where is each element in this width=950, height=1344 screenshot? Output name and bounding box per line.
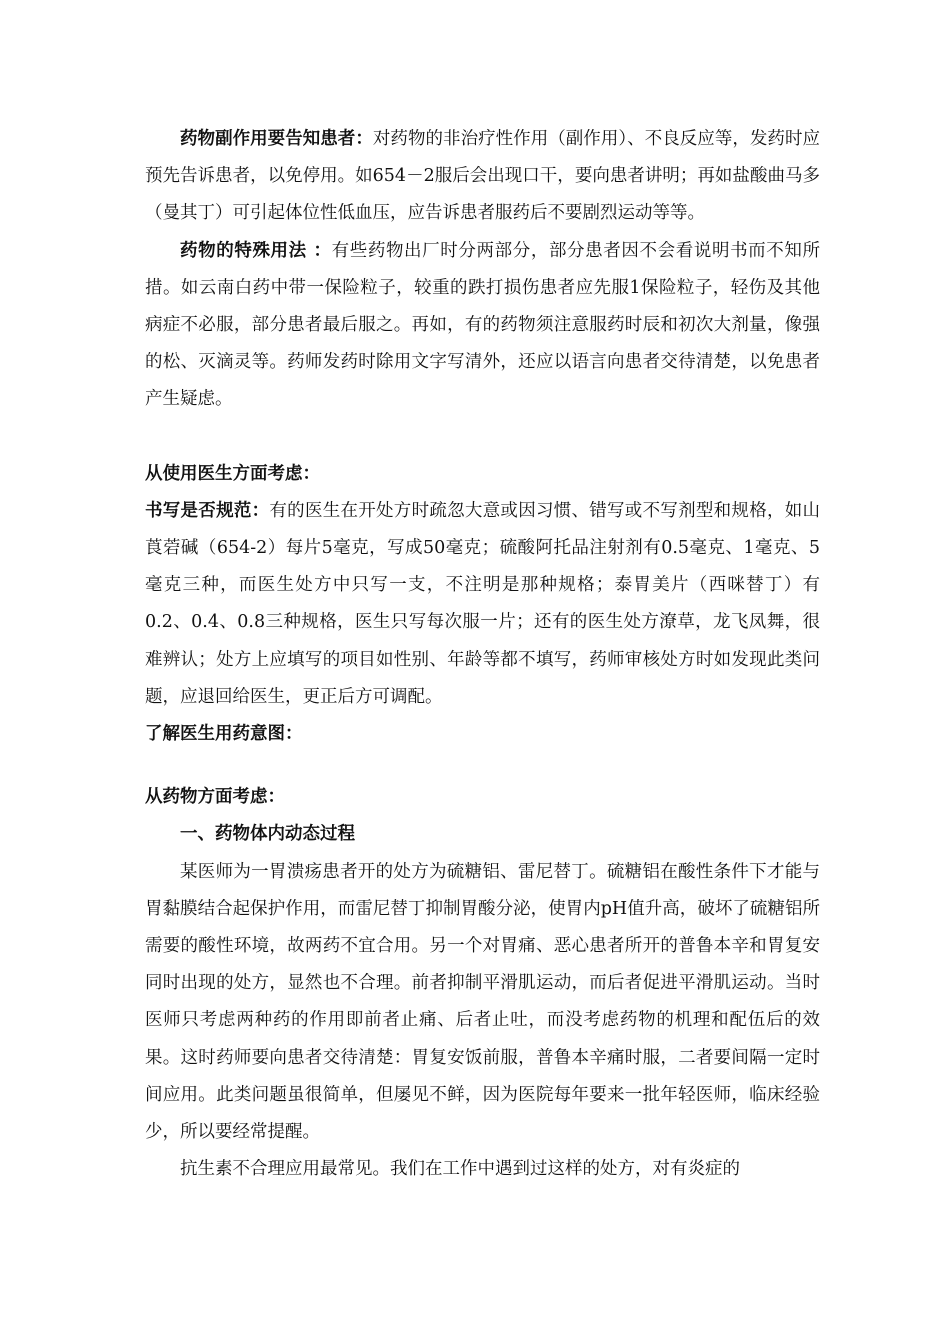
paragraph-text: 有些药物出厂时分两部分，部分患者因不会看说明书而不知所措。如云南白药中带一保险粒子，较重的跌打损伤患者应先服1保险粒子，轻伤及其他病症不必服，部分患者最后服之。再如，有的药物须注意服药时辰和初次大剂量，像强的松、灭滴灵等。药师发药时除用文字写清外，还应以语言向患者交待清楚，以免患者产生疑虑。 xyxy=(145,240,821,410)
paragraph-text: 对药物的非治疗性作用（副作用）、不良反应等，发药时应预先告诉患者，以免停用。如654－2服后会出现口干，要向患者讲明；再如盐酸曲马多（曼其丁）可引起体位性低血压，应告诉患者服药后不要剧烈运动等等。 xyxy=(145,129,821,224)
paragraph-lead: 药物的特殊用法 ： xyxy=(180,240,332,261)
blank-line xyxy=(145,419,820,456)
section-heading-doctor: 从使用医生方面考虑： xyxy=(145,463,320,484)
paragraph-lead: 药物副作用要告知患者： xyxy=(180,129,373,149)
paragraph-lead: 书写是否规范： xyxy=(145,500,270,521)
heading-doctor-intent: 了解医生用药意图： xyxy=(145,724,303,745)
paragraph-prescription-writing xyxy=(145,493,820,716)
blank-line xyxy=(145,753,820,779)
paragraph-case-study: 某医师为一胃溃疡患者开的处方为硫糖铝、雷尼替丁。硫糖铝在酸性条件下才能与胃黏膜结合起保护作用，而雷尼替丁抑制胃酸分泌，使胃内pH值升高，破坏了硫糖铝所需要的酸性环境，故两药不宜合用。另一个对胃痛、恶心患者所开的普鲁本辛和胃复安同时出现的处方，显然也不合理。前者抑制平滑肌运动，而后者促进平滑肌运动。当时医师只考虑两种药的作用即前者止痛、后者止吐，而没考虑药物的机理和配伍后的效果。这时药师要向患者交待清楚：胃复安饭前服，普鲁本辛痛时服，二者要间隔一定时间应用。此类问题虽很简单，但屡见不鲜，因为医院每年要来一批年轻医师，临床经验少，所以要经常提醒。 xyxy=(145,861,820,1143)
section-heading-drug: 从药物方面考虑： xyxy=(145,787,285,808)
paragraph-side-effects xyxy=(145,121,820,233)
paragraph-special-usage xyxy=(145,233,820,419)
document-page xyxy=(145,121,820,1188)
subheading-pharmacokinetics: 一、药物体内动态过程 xyxy=(180,824,355,845)
paragraph-antibiotics: 抗生素不合理应用最常见。我们在工作中遇到过这样的处方，对有炎症的 xyxy=(180,1159,740,1180)
paragraph-text: 有的医生在开处方时疏忽大意或因习惯、错写或不写剂型和规格，如山莨菪碱（654-2）每片5毫克，写成50毫克；硫酸阿托品注射剂有0.5毫克、1毫克、5毫克三种，而医生处方中只写一支，不注明是那种规格；泰胃美片（西咪替丁）有0.2、0.4、0.8三种规格，医生只写每次服一片；还有的医生处方潦草，龙飞凤舞，很难辨认；处方上应填写的项目如性别、年龄等都不填写，药师审核处方时如发现此类问题，应退回给医生，更正后方可调配。 xyxy=(145,500,821,707)
